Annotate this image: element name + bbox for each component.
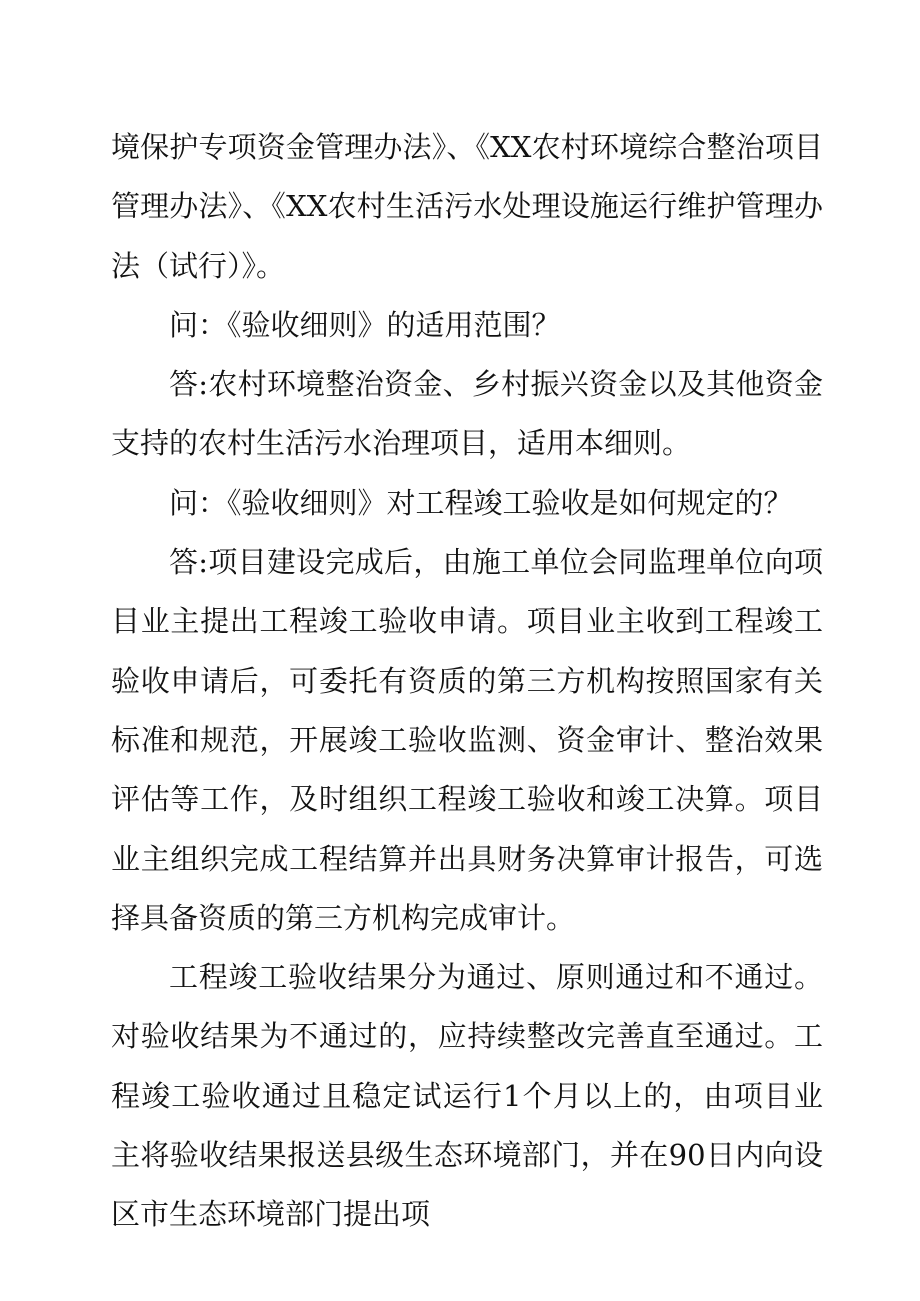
paragraph-acceptance-results: 工程竣工验收结果分为通过、原则通过和不通过。对验收结果为不通过的，应持续整改完善直至通过。工程竣工验收通过且稳定试运行1个月以上的，由项目业主将验收结果报送县级生态环境部门，并在90日内向设区市生态环境部门提出项 [111, 960, 823, 1232]
paragraph-regulations-list: 境保护专项资金管理办法》、《XX农村环境综合整治项目管理办法》、《XX农村生活污水处理设施运行维护管理办法（试行）》。 [111, 130, 823, 283]
document-body [111, 118, 823, 1245]
paragraph-question-scope: 问：《验收细则》的适用范围？ [169, 307, 561, 342]
paragraph-question-acceptance: 问：《验收细则》对工程竣工验收是如何规定的？ [169, 485, 793, 520]
paragraph-answer-acceptance: 答:项目建设完成后，由施工单位会同监理单位向项目业主提出工程竣工验收申请。项目业主收到工程竣工验收申请后，可委托有资质的第三方机构按照国家有关标准和规范，开展竣工验收监测、资金审计、整治效果评估等工作，及时组织工程竣工验收和竣工决算。项目业主组织完成工程结算并出具财务决算审计报告，可选择具备资质的第三方机构完成审计。 [111, 545, 823, 935]
paragraph-answer-scope: 答:农村环境整治资金、乡村振兴资金以及其他资金支持的农村生活污水治理项目，适用本细则。 [111, 367, 823, 461]
